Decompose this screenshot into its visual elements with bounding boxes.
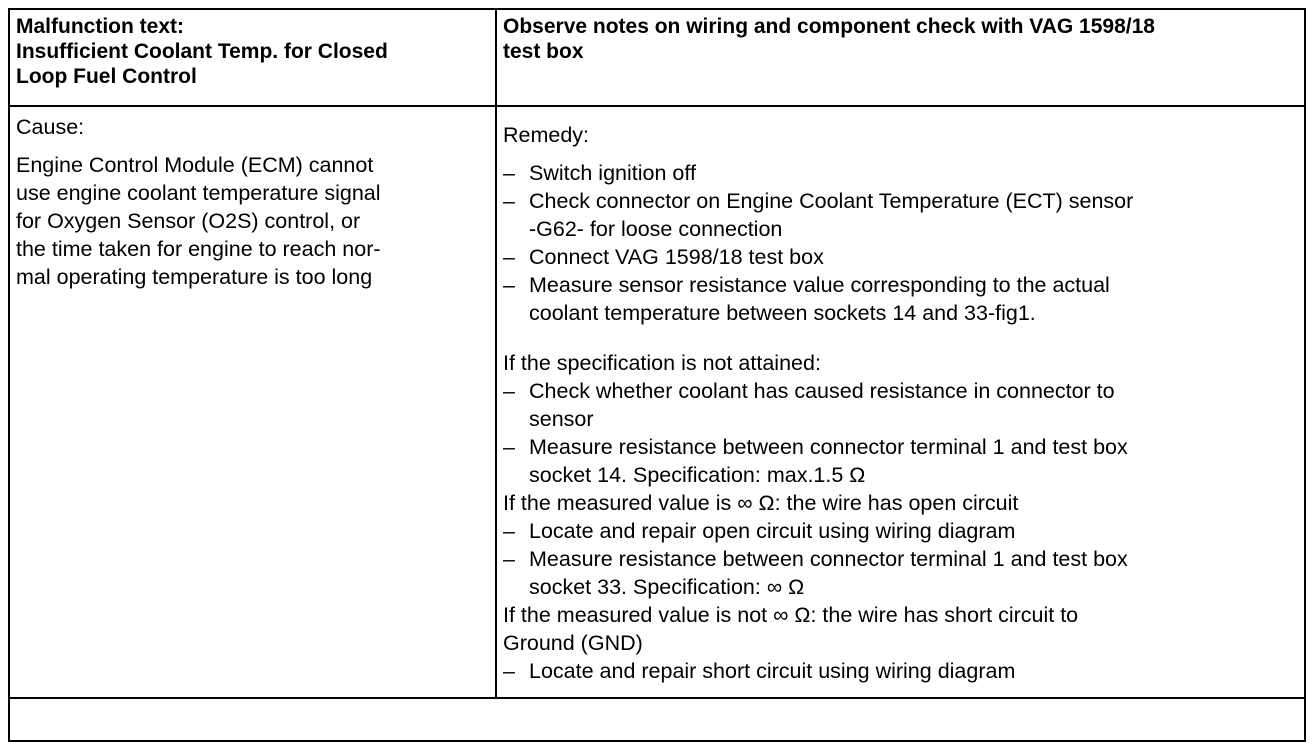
check-text: Measure resistance between connector terminal 1 and test box xyxy=(529,435,1128,459)
check-text: sensor xyxy=(529,407,594,431)
malfunction-table xyxy=(8,8,1306,742)
list-item xyxy=(503,545,1296,601)
open-circuit-condition: If the measured value is ∞ Ω: the wire has open circuit xyxy=(503,491,1019,515)
remedy-block xyxy=(503,121,1296,149)
troubleshooting xyxy=(503,349,1296,685)
notes-heading-line-2: test box xyxy=(503,40,584,63)
list-item xyxy=(503,377,1296,433)
action-text: Measure resistance between connector terminal 1 and test box xyxy=(529,547,1128,571)
footer-empty-row xyxy=(10,699,1304,740)
remedy-label: Remedy: xyxy=(503,123,590,147)
step-text: Measure sensor resistance value corresponding to the actual xyxy=(529,273,1110,297)
list-item xyxy=(503,159,1296,187)
action-text: Locate and repair open circuit using wiring diagram xyxy=(529,519,1016,543)
action-text: Locate and repair short circuit using wiring diagram xyxy=(529,659,1016,683)
cause-line-3: for Oxygen Sensor (O2S) control, or xyxy=(16,209,361,233)
list-item xyxy=(503,657,1296,685)
short-circuit-condition: Ground (GND) xyxy=(503,631,643,655)
dash-bullet: – xyxy=(503,189,515,213)
remedy-cell xyxy=(497,107,1302,697)
malfunction-title-line-2: Loop Fuel Control xyxy=(16,65,197,88)
cause-line-2: use engine coolant temperature signal xyxy=(16,181,381,205)
check-text: Check whether coolant has caused resistance in connector to xyxy=(529,379,1115,403)
remedy-steps xyxy=(503,159,1296,327)
step-text: coolant temperature between sockets 14 and 33-fig1. xyxy=(529,301,1036,325)
dash-bullet: – xyxy=(503,547,515,571)
header-malfunction-cell xyxy=(10,10,495,105)
cause-cell xyxy=(10,107,495,697)
step-text: Check connector on Engine Coolant Temperature (ECT) sensor xyxy=(529,189,1134,213)
step-text: Connect VAG 1598/18 test box xyxy=(529,245,824,269)
cause-line-5: mal operating temperature is too long xyxy=(16,265,373,289)
list-item xyxy=(503,243,1296,271)
malfunction-title-line-1: Insufficient Coolant Temp. for Closed xyxy=(16,40,388,63)
list-item xyxy=(503,517,1296,545)
dash-bullet: – xyxy=(503,161,515,185)
cause-line-1: Engine Control Module (ECM) cannot xyxy=(16,153,374,177)
dash-bullet: – xyxy=(503,659,515,683)
malfunction-label: Malfunction text: xyxy=(16,15,184,38)
cause-block xyxy=(16,113,489,141)
cause-label: Cause: xyxy=(16,115,85,139)
dash-bullet: – xyxy=(503,519,515,543)
malfunction-heading xyxy=(16,14,489,89)
header-notes-cell xyxy=(497,10,1302,105)
cause-line-4: the time taken for engine to reach nor- xyxy=(16,237,381,261)
list-item xyxy=(503,187,1296,243)
list-item xyxy=(503,433,1296,489)
dash-bullet: – xyxy=(503,245,515,269)
cause-description xyxy=(16,151,489,291)
check-text: socket 14. Specification: max.1.5 Ω xyxy=(529,463,866,487)
notes-heading xyxy=(503,14,1296,64)
dash-bullet: – xyxy=(503,435,515,459)
dash-bullet: – xyxy=(503,379,515,403)
step-text: -G62- for loose connection xyxy=(529,217,783,241)
step-text: Switch ignition off xyxy=(529,161,696,185)
list-item xyxy=(503,271,1296,327)
short-circuit-condition: If the measured value is not ∞ Ω: the wire has short circuit to xyxy=(503,603,1079,627)
notes-heading-line-1: Observe notes on wiring and component check with VAG 1598/18 xyxy=(503,15,1155,38)
dash-bullet: – xyxy=(503,273,515,297)
action-text: socket 33. Specification: ∞ Ω xyxy=(529,575,805,599)
not-attained-condition: If the specification is not attained: xyxy=(503,351,821,375)
